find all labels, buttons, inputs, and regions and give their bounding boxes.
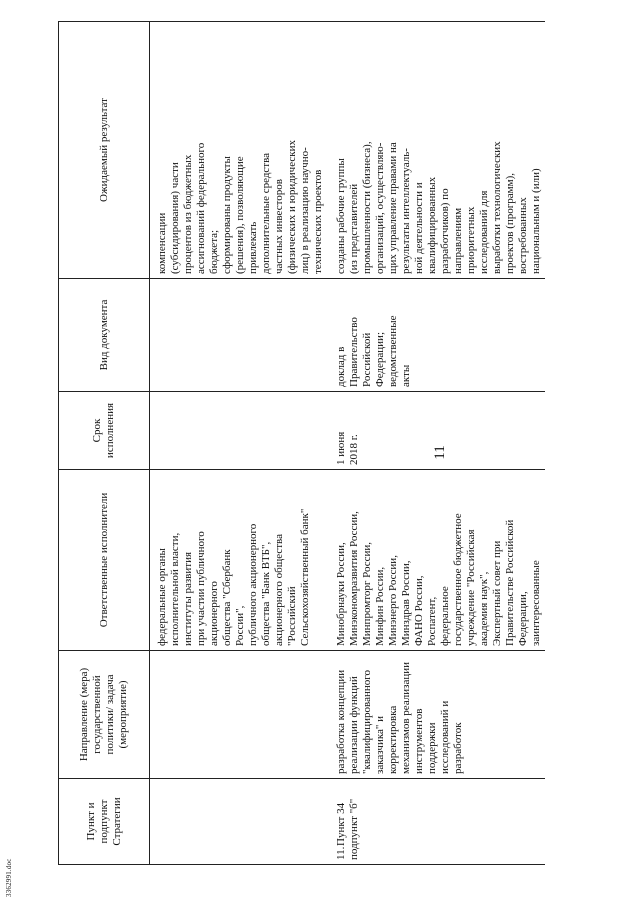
file-id-footer: 3362991.doc <box>5 858 13 897</box>
cell-direction-text: разработка концепции реализации функций "квалифицированного заказчика" и корректировка механизмов реализации инструментов поддержки исследований и разработок <box>335 661 464 774</box>
cell-doc-type <box>150 279 328 392</box>
row-number: 11. <box>335 846 347 860</box>
page-number: 11 <box>432 445 448 460</box>
cell-result <box>327 22 545 279</box>
cell-item <box>150 779 328 865</box>
cell-result-text: созданы рабочие группы (из представителей промышленности (бизнеса), организаций, осуществляю- щих управление правами на результаты интеллектуаль- ной деятельности и квалифицированных разработчиков) по направлениям приоритетных исследований для выработки технологических проектов (программ), востребованных национальным и (или) <box>335 141 542 274</box>
cell-direction <box>327 651 545 779</box>
cell-deadline <box>327 392 545 470</box>
header-doc-type: Вид документа <box>59 279 150 392</box>
cell-result-text: компенсации (субсидирования) части процентов из бюджетных ассигнований федерального бюджета; сформированы продукты (решения), позволяющие привлекать дополнительные средства частных инвесторов (физических и юридических лиц) в реализацию научно- технических проектов <box>156 140 324 274</box>
cell-doc-type <box>327 279 545 392</box>
header-result: Ожидаемый результат <box>59 22 150 279</box>
cell-executors-text: федеральные органы исполнительной власти, институты развития при участии публичного акционерного общества "Сбербанк России", публичного акционерного общества "Банк ВТБ", акционерного общества "Российский Сельскохозяйственный банк" <box>156 508 311 646</box>
table-row <box>327 22 545 865</box>
cell-item-text: Пункт 34 подпункт "б" <box>335 798 360 860</box>
strategy-table <box>58 21 545 865</box>
cell-executors <box>327 470 545 651</box>
header-deadline: Срок исполнения <box>59 392 150 470</box>
header-direction: Направление (мера) государственной политики/ задача (мероприятие) <box>59 651 150 779</box>
table-header-row <box>59 22 150 865</box>
cell-doc-type-text: доклад в Правительство Российской Федерации; ведомственные акты <box>335 315 412 387</box>
cell-deadline-text: 1 июня 2018 г. <box>335 431 360 465</box>
cell-result <box>150 22 328 279</box>
cell-item <box>327 779 545 865</box>
cell-direction <box>150 651 328 779</box>
header-item: Пункт и подпункт Стратегии <box>59 779 150 865</box>
cell-executors-text: Минобрнауки России, Минэкономразвития России, Минпромторг России, Минфин России, Минэнерго России, Минздрав России, ФАНО России, Роспатент, федеральное государственное бюджетное учреждение "Российская академия наук", Экспертный совет при Правительстве Российской Федерации, заинтересованные <box>335 511 542 646</box>
cell-deadline <box>150 392 328 470</box>
cell-executors <box>150 470 328 651</box>
header-executors: Ответственные исполнители <box>59 470 150 651</box>
table-row <box>150 22 328 865</box>
